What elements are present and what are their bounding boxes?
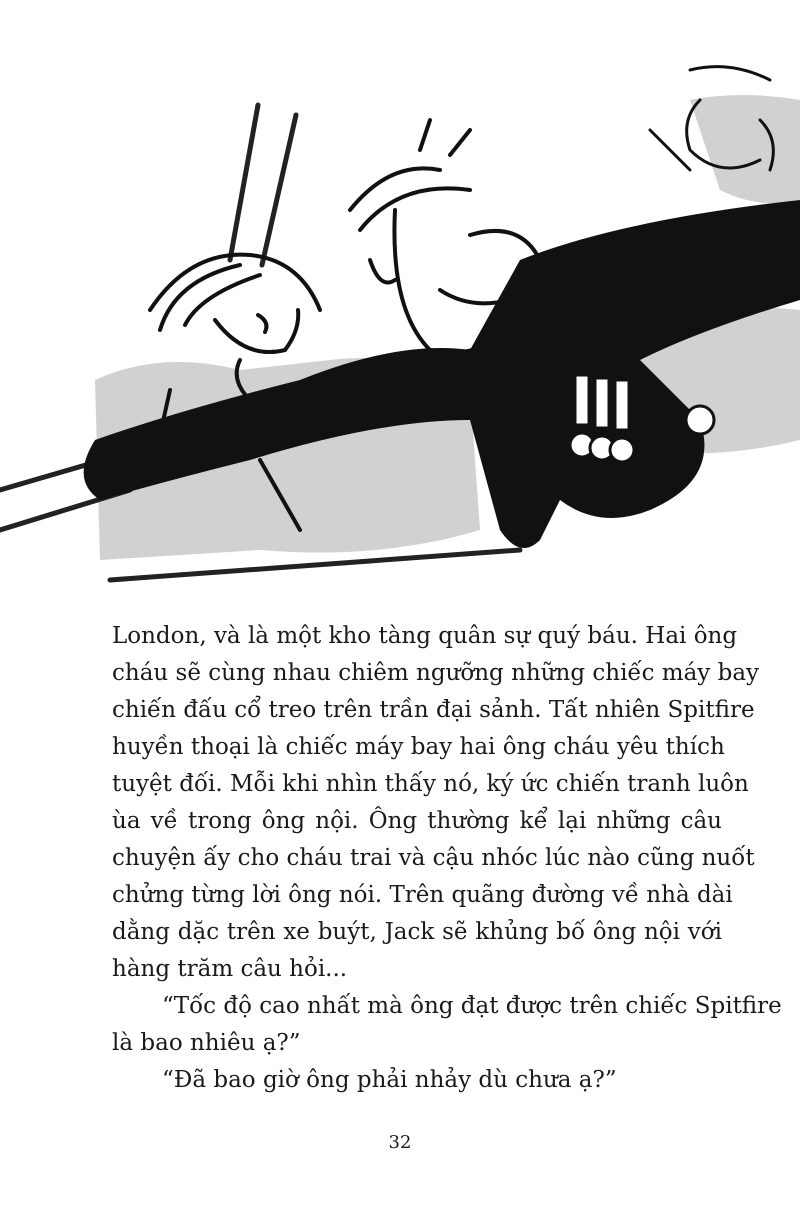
text-line: huyền thoại là chiếc máy bay hai ông cháu yêu thích [112, 734, 725, 760]
dialog-line: là bao nhiêu ạ?” [112, 1030, 301, 1056]
text-line: cháu sẽ cùng nhau chiêm ngưỡng những chiếc máy bay [112, 660, 760, 686]
text-line: hàng trăm câu hỏi... [112, 956, 348, 982]
page-number: 32 [388, 1132, 412, 1153]
text-line: ùa về trong ông nội. Ông thường kể lại những câu [112, 808, 722, 834]
text-line: chửng từng lời ông nói. Trên quãng đường về nhà dài [112, 882, 733, 908]
grandfather-and-boy-illustration-icon [0, 60, 800, 600]
dialog-line: “Đã bao giờ ông phải nhảy dù chưa ạ?” [162, 1067, 617, 1093]
body-text [112, 618, 782, 1099]
text-line: tuyệt đối. Mỗi khi nhìn thấy nó, ký ức chiến tranh luôn [112, 771, 749, 797]
text-line: dằng dặc trên xe buýt, Jack sẽ khủng bố ông nội với [112, 919, 722, 945]
dialog-line: “Tốc độ cao nhất mà ông đạt được trên chiếc Spitfire [162, 993, 782, 1019]
text-line: chuyện ấy cho cháu trai và cậu nhóc lúc nào cũng nuốt [112, 845, 755, 871]
text-line: chiến đấu cổ treo trên trần đại sảnh. Tất nhiên Spitfire [112, 697, 755, 723]
text-line: London, và là một kho tàng quân sự quý báu. Hai ông [112, 623, 738, 649]
